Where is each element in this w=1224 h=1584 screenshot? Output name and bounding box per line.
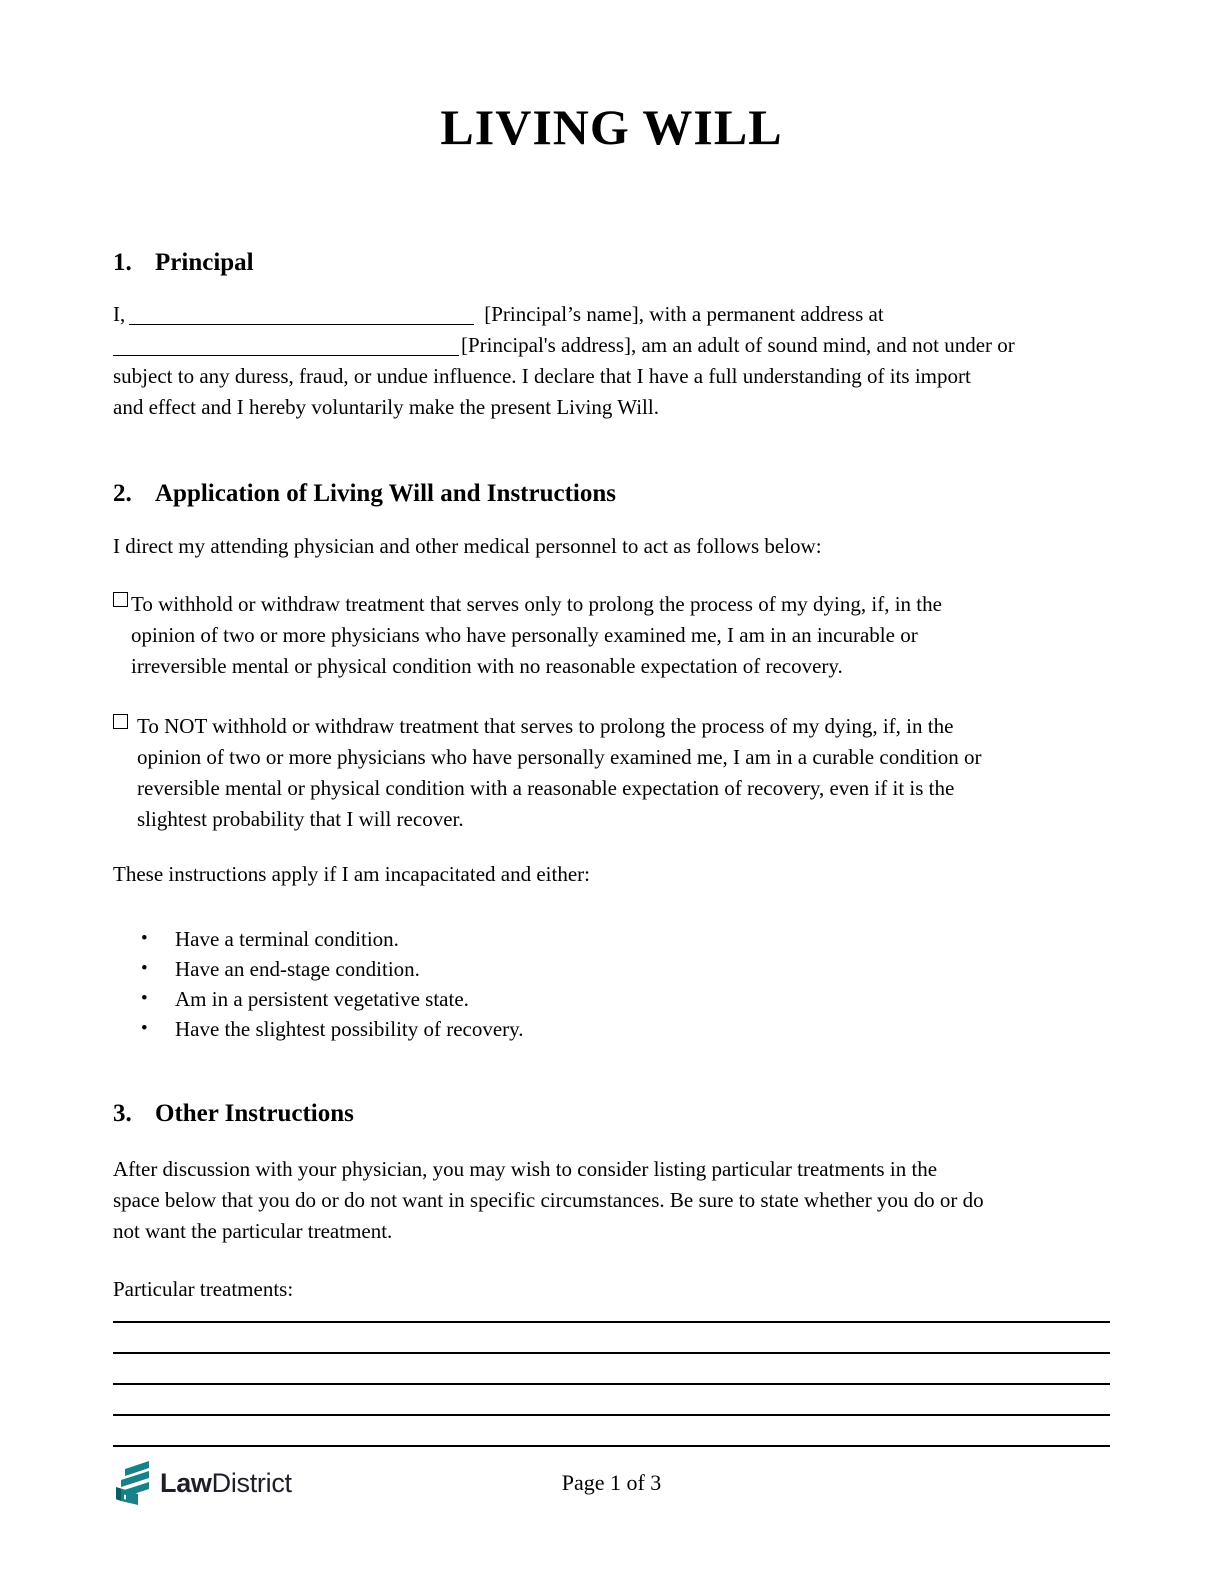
text-line: reversible mental or physical condition with a reasonable expectation of recovery, even if it is the xyxy=(137,776,955,800)
section-number: 3. xyxy=(113,1100,132,1127)
withhold-treatment-option[interactable] xyxy=(113,589,1110,682)
principal-name-label: [Principal’s name], with a permanent address at xyxy=(484,302,884,326)
logo-text-law: Law xyxy=(160,1467,212,1498)
application-intro: I direct my attending physician and other medical personnel to act as follows below: xyxy=(113,534,822,558)
page-footer xyxy=(113,1457,1110,1509)
instructions-apply-intro: These instructions apply if I am incapacitated and either: xyxy=(113,862,590,886)
section-heading-other-instructions xyxy=(113,1099,1110,1128)
principal-intro-text: I, xyxy=(113,302,126,326)
text-line: space below that you do or do not want in specific circumstances. Be sure to state whether you do or do xyxy=(113,1188,984,1212)
section-number: 2. xyxy=(113,480,132,507)
conditions-list xyxy=(113,924,1110,1044)
section-heading-principal xyxy=(113,248,1110,277)
condition-terminal: • Have a terminal condition. xyxy=(175,924,1110,954)
section-heading-text: Principal xyxy=(155,249,254,276)
principal-paragraph-line3: subject to any duress, fraud, or undue influence. I declare that I have a full understanding of its import xyxy=(113,364,971,388)
condition-vegetative: • Am in a persistent vegetative state. xyxy=(175,984,1110,1014)
page-indicator: Page 1 of 3 xyxy=(561,1470,662,1495)
writing-line[interactable] xyxy=(113,1385,1110,1416)
writing-line[interactable] xyxy=(113,1416,1110,1447)
principal-address-label: [Principal's address], am an adult of sound mind, and not under or xyxy=(461,333,1015,357)
checkbox-unchecked-icon[interactable] xyxy=(113,714,128,729)
writing-line[interactable] xyxy=(113,1323,1110,1354)
principal-paragraph xyxy=(113,299,1110,423)
principal-name-blank[interactable] xyxy=(129,322,474,325)
text-line: opinion of two or more physicians who have personally examined me, I am in a curable condition or xyxy=(137,745,982,769)
other-instructions-body xyxy=(113,1154,1110,1247)
writing-line[interactable] xyxy=(113,1305,1110,1323)
not-withhold-treatment-text xyxy=(137,711,1110,835)
text-line: After discussion with your physician, you may wish to consider listing particular treatments in the xyxy=(113,1157,938,1181)
text-line: opinion of two or more physicians who have personally examined me, I am in an incurable or xyxy=(131,623,918,647)
writing-line[interactable] xyxy=(113,1354,1110,1385)
principal-address-blank[interactable] xyxy=(113,353,459,356)
text-line: irreversible mental or physical condition with no reasonable expectation of recovery. xyxy=(131,654,843,678)
text-line: To NOT withhold or withdraw treatment that serves to prolong the process of my dying, if, in the xyxy=(137,714,954,738)
text-line: To withhold or withdraw treatment that serves only to prolong the process of my dying, if, in the xyxy=(131,592,942,616)
condition-recovery: • Have the slightest possibility of recovery. xyxy=(175,1014,1110,1044)
withhold-treatment-text xyxy=(131,589,1110,682)
section-number: 1. xyxy=(113,249,132,276)
checkbox-unchecked-icon[interactable] xyxy=(113,592,128,607)
section-heading-application xyxy=(113,479,1110,508)
text-line: not want the particular treatment. xyxy=(113,1219,393,1243)
document-title: LIVING WILL xyxy=(440,99,783,155)
not-withhold-treatment-option[interactable] xyxy=(113,711,1110,835)
section-heading-text: Other Instructions xyxy=(155,1100,354,1127)
particular-treatments-writing-area xyxy=(113,1305,1110,1447)
particular-treatments-label: Particular treatments: xyxy=(113,1277,294,1301)
text-line: slightest probability that I will recover. xyxy=(137,807,464,831)
section-heading-text: Application of Living Will and Instructions xyxy=(155,480,616,507)
principal-paragraph-line4: and effect and I hereby voluntarily make the present Living Will. xyxy=(113,395,659,419)
logo-text-district: District xyxy=(211,1467,292,1498)
condition-end-stage: • Have an end-stage condition. xyxy=(175,954,1110,984)
